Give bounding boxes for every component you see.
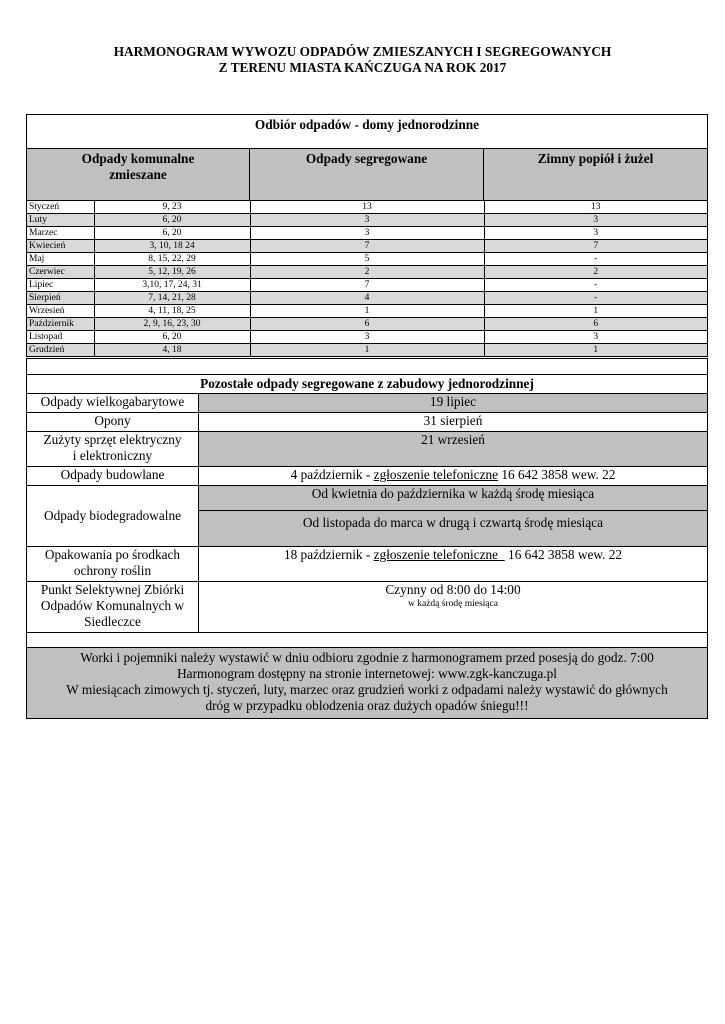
pszok-label-line3: Siedleczce — [84, 614, 141, 629]
communal-days-cell: 4, 18 — [94, 344, 250, 357]
month-cell: Listopad — [27, 331, 94, 344]
note-line-3: W miesiącach zimowych tj. styczeń, luty, marzec oraz grudzień worki z odpadami należy wystawić do głównych — [66, 682, 668, 697]
note-line-4: dróg w przypadku oblodzenia oraz dużych opadów śniegu!!! — [205, 698, 529, 713]
pszok-hours — [199, 582, 707, 632]
other-waste-heading: Pozostałe odpady segregowane z zabudowy jednorodzinnej — [27, 375, 707, 394]
segregated-days-cell: 7 — [250, 279, 484, 292]
table-row — [27, 227, 707, 240]
communal-days-cell: 8, 15, 22, 29 — [94, 253, 250, 266]
table-row — [27, 214, 707, 227]
segregated-days-cell: 1 — [250, 344, 484, 357]
packaging-label — [27, 547, 199, 581]
table-row — [27, 344, 707, 357]
packaging-row — [27, 547, 707, 582]
segregated-days-cell: 3 — [250, 214, 484, 227]
ash-days-cell: 3 — [484, 227, 707, 240]
month-cell: Marzec — [27, 227, 94, 240]
communal-days-cell: 7, 14, 21, 28 — [94, 292, 250, 305]
pszok-label — [27, 582, 199, 632]
electro-row — [27, 432, 707, 467]
header-ash: Zimny popiół i żużel — [537, 151, 654, 166]
communal-days-cell: 9, 23 — [94, 201, 250, 214]
segregated-days-cell: 1 — [250, 305, 484, 318]
pszok-label-line1: Punkt Selektywnej Zbiórki — [40, 582, 185, 597]
segregated-days-cell: 5 — [250, 253, 484, 266]
packaging-label-line1: Opakowania po środkach — [44, 547, 181, 562]
note-line-2: Harmonogram dostępny na stronie internetowej: www.zgk-kanczuga.pl — [177, 666, 557, 681]
segregated-days-cell: 3 — [250, 331, 484, 344]
ash-days-cell: - — [484, 253, 707, 266]
construction-date: 4 październik - — [290, 467, 374, 482]
communal-days-cell: 5, 12, 19, 26 — [94, 266, 250, 279]
table-row — [27, 253, 707, 266]
packaging-label-line2: ochrony roślin — [73, 563, 152, 578]
bio-winter-schedule: Od listopada do marca w drugą i czwartą środę miesiąca — [199, 511, 707, 546]
bio-summer-schedule: Od kwietnia do października w każdą środę miesiąca — [199, 486, 707, 511]
ash-days-cell: 3 — [484, 331, 707, 344]
tires-label: Opony — [27, 413, 199, 431]
packaging-date: 18 październik - — [283, 547, 374, 562]
table-row — [27, 266, 707, 279]
communal-days-cell: 3, 10, 18 24 — [94, 240, 250, 253]
bulky-waste-label: Odpady wielkogabarytowe — [27, 394, 199, 412]
month-cell: Październik — [27, 318, 94, 331]
segregated-days-cell: 7 — [250, 240, 484, 253]
communal-days-cell: 6, 20 — [94, 214, 250, 227]
ash-days-cell: 7 — [484, 240, 707, 253]
segregated-days-cell: 13 — [250, 201, 484, 214]
segregated-days-cell: 3 — [250, 227, 484, 240]
ash-days-cell: 2 — [484, 266, 707, 279]
tires-row — [27, 413, 707, 432]
ash-days-cell: - — [484, 292, 707, 305]
bio-values — [199, 486, 707, 546]
spacer-row-2 — [27, 633, 707, 648]
monthly-schedule-table — [27, 201, 707, 356]
ash-days-cell: 6 — [484, 318, 707, 331]
document-title — [0, 44, 725, 76]
title-line-1: HARMONOGRAM WYWOZU ODPADÓW ZMIESZANYCH I SEGREGOWANYCH — [113, 44, 612, 59]
packaging-phone: 16 642 3858 wew. 22 — [504, 547, 623, 562]
electro-label-line2: i elektroniczny — [72, 448, 153, 463]
packaging-phone-note: zgłoszenie telefoniczne — [373, 547, 505, 562]
header-communal-line1: Odpady komunalne — [81, 151, 195, 166]
communal-days-cell: 4, 11, 18, 25 — [94, 305, 250, 318]
month-cell: Wrzesień — [27, 305, 94, 318]
communal-days-cell: 2, 9, 16, 23, 30 — [94, 318, 250, 331]
other-waste-section — [26, 358, 708, 719]
note-line-1: Worki i pojemniki należy wystawić w dniu odbioru zgodnie z harmonogramem przed posesją do godz. 7:00 — [80, 650, 654, 665]
bio-row — [27, 486, 707, 547]
pszok-label-line2: Odpadów Komunalnych w — [40, 598, 185, 613]
pszok-row — [27, 582, 707, 633]
table-row — [27, 201, 707, 214]
spacer-row — [27, 359, 707, 375]
packaging-value — [199, 547, 707, 581]
month-cell: Grudzień — [27, 344, 94, 357]
construction-phone: 16 642 3858 wew. 22 — [498, 467, 616, 482]
bio-label: Odpady biodegradowalne — [27, 486, 199, 546]
month-cell: Sierpień — [27, 292, 94, 305]
table-row — [27, 305, 707, 318]
communal-days-cell: 6, 20 — [94, 331, 250, 344]
header-segregated-waste: Odpady segregowane — [250, 149, 484, 200]
ash-days-cell: 3 — [484, 214, 707, 227]
pszok-hours-days: w każdą środę miesiąca — [408, 599, 498, 609]
electro-date: 21 wrzesień — [199, 432, 707, 466]
table-row — [27, 240, 707, 253]
notes-box — [27, 648, 707, 718]
table-row — [27, 279, 707, 292]
month-cell: Kwiecień — [27, 240, 94, 253]
bulky-waste-row — [27, 394, 707, 413]
construction-label: Odpady budowlane — [27, 467, 199, 485]
electro-label-line1: Zużyty sprzęt elektryczny — [43, 432, 182, 447]
construction-value — [199, 467, 707, 485]
month-cell: Czerwiec — [27, 266, 94, 279]
segregated-days-cell: 4 — [250, 292, 484, 305]
pszok-hours-main: Czynny od 8:00 do 14:00 — [385, 582, 521, 597]
ash-days-cell: 13 — [484, 201, 707, 214]
header-communal-line2: zmieszane — [109, 167, 167, 182]
month-cell: Luty — [27, 214, 94, 227]
month-cell: Styczeń — [27, 201, 94, 214]
construction-row — [27, 467, 707, 486]
title-line-2: Z TERENU MIASTA KAŃCZUGA NA ROK 2017 — [218, 60, 507, 75]
ash-days-cell: - — [484, 279, 707, 292]
table-row — [27, 318, 707, 331]
communal-days-cell: 6, 20 — [94, 227, 250, 240]
tires-date: 31 sierpień — [423, 413, 483, 428]
table-row — [27, 292, 707, 305]
bulky-waste-date: 19 lipiec — [199, 394, 707, 412]
segregated-days-cell: 6 — [250, 318, 484, 331]
ash-days-cell: 1 — [484, 305, 707, 318]
month-cell: Maj — [27, 253, 94, 266]
communal-days-cell: 3,10, 17, 24, 31 — [94, 279, 250, 292]
household-schedule-heading: Odbiór odpadów - domy jednorodzinne — [27, 115, 707, 149]
header-communal-waste — [27, 149, 250, 200]
segregated-days-cell: 2 — [250, 266, 484, 279]
household-schedule-section — [26, 114, 708, 357]
ash-days-cell: 1 — [484, 344, 707, 357]
electro-label — [27, 432, 199, 466]
table-row — [27, 331, 707, 344]
schedule-column-headers — [27, 149, 707, 201]
construction-phone-note: zgłoszenie telefoniczne — [373, 467, 499, 482]
month-cell: Lipiec — [27, 279, 94, 292]
